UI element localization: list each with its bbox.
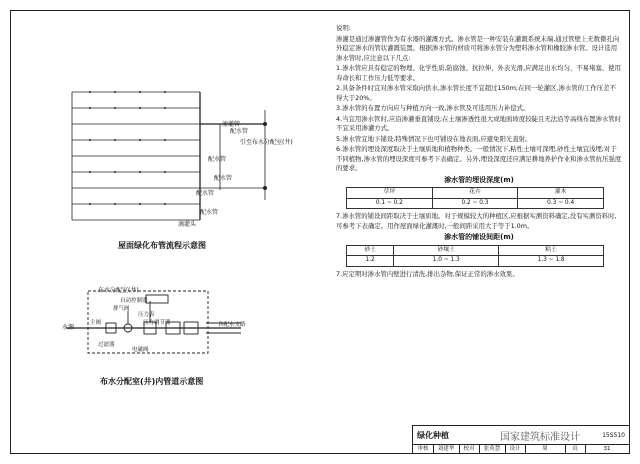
- label-solenoid: 电磁阀: [132, 347, 149, 353]
- note-3: 3.渗水管的布置方向应与种植方向一致,渗水管及可选用压力补偿式。: [336, 104, 530, 112]
- tb-design-label: 设计: [505, 444, 526, 454]
- spacing-table-title: 渗水管的铺设间距(m): [444, 233, 514, 241]
- spacing-header-sandy-loam: 砂壤土: [394, 245, 499, 256]
- tb-reviewer: 刘建华: [433, 444, 460, 454]
- depth-value-shrub: 0.3 ~ 0.4: [518, 198, 604, 209]
- depth-table: [346, 187, 604, 209]
- label-dist-pipe-3: 配水管: [214, 175, 233, 182]
- label-dist-pipe-2: 配水管: [208, 156, 227, 163]
- depth-value-lawn: 0.1 ~ 0.2: [347, 198, 433, 209]
- note-intro: 渗灌是通过渗灌管作为有水器的灌溉方式。渗水管是一种安装在灌溉系统末端,通过管壁上无数微孔向外稳定渗水的管状灌溉装置。根据渗水管的材质可将渗水管分为塑料渗水管和橡胶渗水管。设计选用渗水管时,应注意以下几点:: [336, 34, 620, 62]
- tb-designer: 周: [525, 444, 566, 454]
- note-1: 1.渗水管应具有稳定的物理、化学性质,防腐蚀、抗拉伸、外表光滑,应满足出水均匀、不易堵塞、使用寿命长和工作压力低等要求。: [336, 64, 621, 82]
- depth-header-shrub: 灌木: [518, 188, 604, 199]
- depth-value-flower: 0.2 ~ 0.3: [432, 198, 518, 209]
- spacing-value-sandy-loam: 1.0 ~ 1.3: [394, 256, 499, 267]
- depth-header-flower: 花卉: [432, 188, 518, 199]
- note-7: 7.渗水管的铺设间距取决于土壤质地。对于规模较大的种植区,应根据实测资料确定,没有实测资料时,可参考下表确定。用作屋面绿化灌溉时,一般间距采用大于等于1.0m。: [336, 212, 617, 230]
- label-dist-pipe-4: 配水管: [196, 190, 215, 197]
- label-main-valve: 主阀: [90, 320, 102, 326]
- label-dist-pipe-1: 配水管: [230, 128, 249, 135]
- label-water-source: 水源: [62, 324, 75, 331]
- title-block-signatures: [413, 444, 629, 454]
- label-chamber: 引至布水分配室(井): [240, 139, 293, 146]
- notes-section: [336, 24, 622, 280]
- label-pressure-regulator: 压力调节器: [143, 320, 171, 326]
- spacing-header-clay: 粘土: [499, 245, 604, 256]
- note-4: 4.当宜用渗水管时,应沿渗灌垂直铺设;在土壤渗透性很大或地面坡度较陡且无法沿等高线布置渗水管时不宜采用渗灌方式。: [336, 114, 622, 132]
- label-seep-pipe: 渗灌管: [222, 121, 241, 128]
- depth-header-lawn: 草坪: [347, 188, 433, 199]
- label-drip-head: 滴灌头: [178, 221, 197, 228]
- label-exhaust-valve: 排气阀: [113, 306, 130, 312]
- label-filter: 过滤器: [98, 342, 115, 348]
- spacing-value-sand: 1.2: [347, 256, 394, 267]
- diagram1-caption: 屋面绿化布管流程示意图: [118, 241, 206, 250]
- note-6: 6.渗水管的埋设深度取决于土壤质地和植物种类。一般情况下,粘性土壤可深埋,砂性土壤宜浅埋;对于不同植物,渗水管的埋设深度可参考下表确定。另外,埋设深度还应满足耕地养护作业和渗水管抗压强度的要求。: [336, 145, 622, 172]
- note-8: 7.应定期对渗水管内壁进行清洗,排出杂物,保证正常的渗水效果。: [336, 269, 519, 278]
- label-chamber-2: 布水分配室(井): [98, 287, 139, 294]
- notes-heading: 说明:: [336, 24, 351, 32]
- spacing-table: [346, 245, 604, 267]
- drawing-title: 绿化种植: [417, 431, 449, 440]
- tb-page-number: 31: [603, 446, 611, 452]
- roof-layout-diagram: [60, 70, 340, 230]
- spacing-header-sand: 砂土: [347, 245, 394, 256]
- watermark: 国家建筑标准设计: [498, 428, 582, 443]
- note-2: 2.具备条件时宜对渗水管采取向供水,渗水管长度不宜超过150m;在同一轮灌区,渗水管的工作压差不得大于20%。: [336, 84, 616, 102]
- depth-table-title: 渗水管的埋设深度(m): [444, 175, 514, 184]
- label-pressure-meter: 压力表: [138, 312, 155, 318]
- label-branches: 各配水支路: [218, 322, 246, 328]
- note-5: 5.渗水管宜地下铺设,特殊情况下也可铺设在地表面,应避免阳光直射。: [336, 134, 532, 143]
- tb-checker: 张英慧: [479, 444, 506, 454]
- tb-review-label: 审核: [413, 444, 434, 454]
- label-dist-pipe-5: 配水管: [200, 209, 219, 216]
- spacing-value-clay: 1.3 ~ 1.8: [499, 256, 604, 267]
- diagram2-caption: 布水分配室(井)内管道示意图: [100, 377, 204, 386]
- label-auto-controller: 自动控制器: [120, 298, 148, 304]
- tb-page-label: 页: [565, 444, 586, 454]
- tb-check-label: 校对: [459, 444, 480, 454]
- atlas-number: 15S510: [602, 432, 625, 439]
